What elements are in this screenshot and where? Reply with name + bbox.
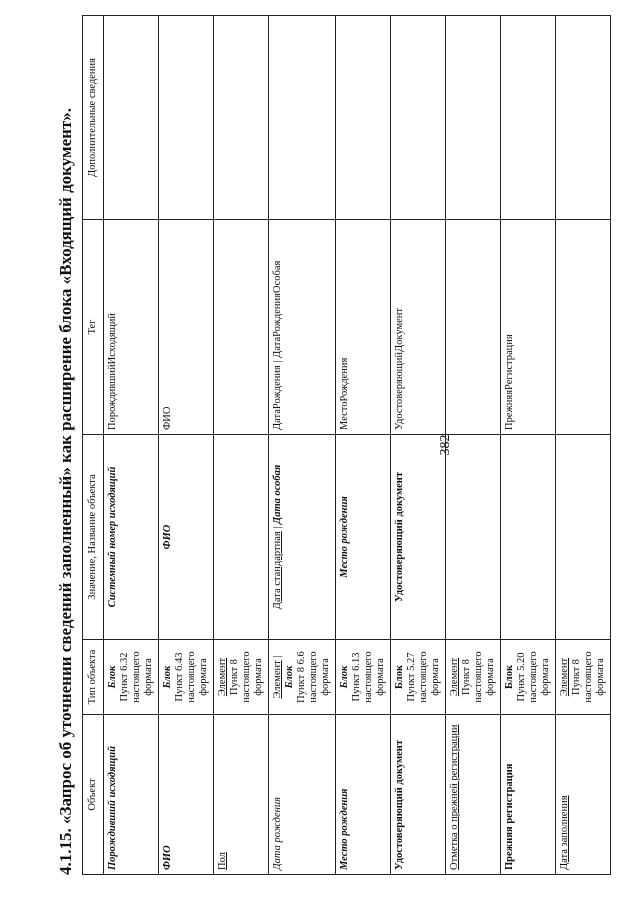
cell-object: Место рождения: [336, 715, 391, 875]
cell-object: Пол: [214, 715, 269, 875]
header-value: Значение, Название объекта: [83, 435, 104, 640]
type-sep: |: [272, 655, 283, 661]
type-ref: Пункт 8 6.6 настоящего формата: [296, 651, 331, 703]
cell-extra: [104, 16, 159, 220]
type-main-a: Элемент: [272, 660, 283, 699]
cell-extra: [501, 16, 556, 220]
type-main: Блок: [504, 665, 515, 689]
type-main: Блок: [107, 665, 118, 689]
cell-extra: [159, 16, 214, 220]
type-ref: Пункт 5.20 настоящего формата: [516, 651, 551, 703]
type-main-b: Блок: [284, 665, 295, 689]
type-ref: Пункт 6.43 настоящего формата: [174, 651, 209, 703]
cell-tag: МестоРождения: [336, 220, 391, 435]
cell-object: Дата заполнения: [556, 715, 611, 875]
format-table: [82, 15, 611, 875]
cell-tag: ФИО: [159, 220, 214, 435]
cell-type: [336, 640, 391, 715]
cell-value: Место рождения: [336, 435, 391, 640]
cell-type: [269, 640, 336, 715]
value-sep: |: [272, 523, 283, 532]
header-type: Тип объекта: [83, 640, 104, 715]
type-ref: Пункт 6.32 настоящего формата: [119, 651, 154, 703]
table-row: [214, 16, 269, 875]
table-header-row: [83, 16, 104, 875]
cell-object: Отметка о прежней регистрации: [446, 715, 501, 875]
type-main: Блок: [162, 665, 173, 689]
cell-type: [556, 640, 611, 715]
cell-type: [214, 640, 269, 715]
type-ref: Пункт 8 настоящего формата: [461, 651, 496, 703]
cell-object: Порождивший исходящий: [104, 715, 159, 875]
cell-tag: ПорождившийИсходящий: [104, 220, 159, 435]
cell-type: [501, 640, 556, 715]
value-a: Дата стандартная: [272, 531, 283, 610]
type-main: Элемент: [449, 657, 460, 697]
value-b: Дата особая: [272, 464, 283, 524]
type-ref: Пункт 8 настоящего формата: [229, 651, 264, 703]
cell-value: Удостоверяющий документ: [391, 435, 446, 640]
cell-tag: ДатаРождения | ДатаРожденияОсобая: [269, 220, 336, 435]
table-row: [556, 16, 611, 875]
type-main: [272, 644, 296, 710]
cell-extra: [269, 16, 336, 220]
header-extra: Дополнительные сведения: [83, 16, 104, 220]
type-ref: Пункт 6.13 настоящего формата: [351, 651, 386, 703]
type-main: Элемент: [217, 657, 228, 697]
cell-tag: [214, 220, 269, 435]
cell-extra: [336, 16, 391, 220]
type-ref: Пункт 8 настоящего формата: [571, 651, 606, 703]
cell-object: Дата рождения: [269, 715, 336, 875]
cell-value: [214, 435, 269, 640]
cell-tag: [556, 220, 611, 435]
rotated-page: [48, 15, 606, 875]
cell-tag: УдостоверяющийДокумент: [391, 220, 446, 435]
table-row: [336, 16, 391, 875]
section-heading: 4.1.15. «Запрос об уточнении сведений заполненный» как расширение блока «Входящий документ».: [56, 107, 75, 875]
type-ref: Пункт 5.27 настоящего формата: [406, 651, 441, 703]
type-main: Блок: [394, 665, 405, 689]
cell-object: Прежняя регистрация: [501, 715, 556, 875]
cell-value: ФИО: [159, 435, 214, 640]
cell-extra: [214, 16, 269, 220]
page-number: 382: [438, 434, 453, 456]
table-row: [104, 16, 159, 875]
header-object: Объект: [83, 715, 104, 875]
table-row: [501, 16, 556, 875]
cell-tag: ПрежняяРегистрация: [501, 220, 556, 435]
cell-value: [269, 435, 336, 640]
table-row: [159, 16, 214, 875]
cell-object: Удостоверяющий документ: [391, 715, 446, 875]
cell-extra: [556, 16, 611, 220]
type-main: Блок: [339, 665, 350, 689]
cell-value: [556, 435, 611, 640]
type-main: Элемент: [559, 657, 570, 697]
cell-object: ФИО: [159, 715, 214, 875]
cell-value: [501, 435, 556, 640]
cell-value: Системный номер исходящий: [104, 435, 159, 640]
cell-type: [104, 640, 159, 715]
cell-type: [159, 640, 214, 715]
table-row: [269, 16, 336, 875]
header-tag: Тег: [83, 220, 104, 435]
